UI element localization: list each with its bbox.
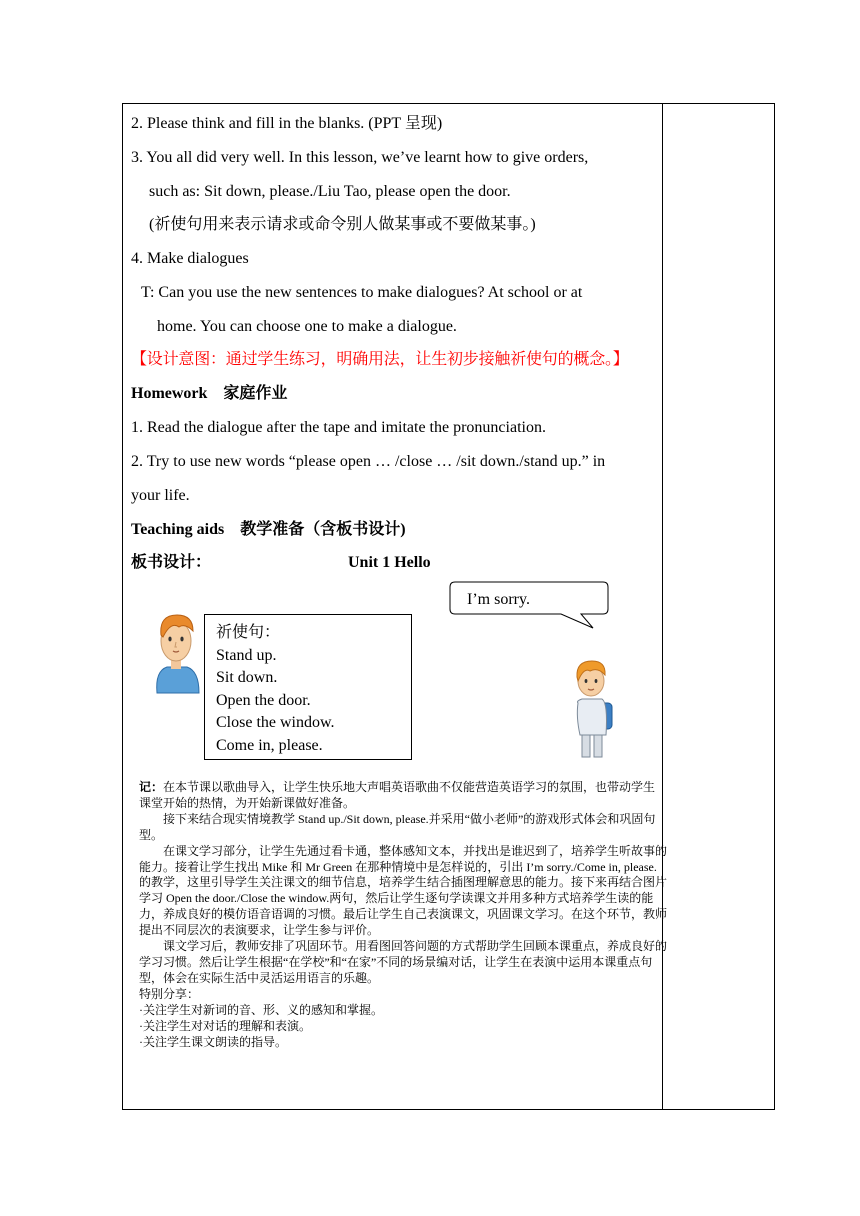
homework-item-2: 2. Try to use new words “please open … /close … /sit down./stand up.” in bbox=[131, 453, 606, 470]
board-design-box bbox=[204, 614, 412, 760]
board-heading: 祈使句： bbox=[216, 624, 281, 641]
notes-label: 记： bbox=[139, 780, 164, 794]
board-item: Close the window. bbox=[216, 714, 335, 731]
boy-figure-icon bbox=[149, 609, 203, 695]
teaching-notes bbox=[139, 780, 667, 1050]
notes-paragraph: 在本节课以歌曲导入，让学生快乐地大声唱英语歌曲不仅能营造英语学习的氛围，也带动学生课堂开始的热情，为开始新课做好准备。 bbox=[139, 780, 656, 810]
notes-paragraph: 接下来结合现实情境教学 Stand up./Sit down, please.并采用“做小老师”的游戏形式体会和巩固句型。 bbox=[139, 811, 656, 842]
board-design-label: 板书设计： bbox=[131, 554, 212, 571]
teacher-prompt-line-2: home. You can choose one to make a dialogue. bbox=[157, 318, 457, 335]
share-item: ·关注学生对新词的音、形、义的感知和掌握。 bbox=[139, 1002, 383, 1017]
lesson-table bbox=[122, 103, 775, 1110]
design-intent: 【设计意图：通过学生练习，明确用法，让生初步接触祈使句的概念。】 bbox=[131, 351, 629, 368]
share-item: ·关注学生对对话的理解和表演。 bbox=[139, 1018, 311, 1033]
step-2-line: 2. Please think and fill in the blanks. (PPT 呈现) bbox=[131, 115, 443, 132]
speech-bubble-text: I’m sorry. bbox=[467, 591, 530, 608]
share-title: 特别分享： bbox=[139, 986, 200, 1001]
notes-paragraph: 在课文学习部分，让学生先通过看卡通，整体感知文本，并找出是谁迟到了，培养学生听故事的能力。接着让学生找出 Mike 和 Mr Green 在那种情境中是怎样说的，引出 I’m sorry./Come in, please.的教学，这里引导学生关注课文的细节信息，培养学生结合插图理解意思的能力。接下来再结合图片学习 Open the door./Close the window.两句，然后让学生逐句学读课文并用多种方式培养学生读的能力，养成良好的模仿语音语调的习惯。最后让学生自己表演课文，巩固课文学习。在这个环节，教师提出不同层次的表演要求，让学生参与评价。 bbox=[139, 843, 668, 938]
step-3-note-line: (祈使句用来表示请求或命令别人做某事或不要做某事。) bbox=[149, 216, 536, 233]
homework-item-1: 1. Read the dialogue after the tape and imitate the pronunciation. bbox=[131, 419, 546, 436]
notes-paragraph: 课文学习后，教师安排了巩固环节。用看图回答问题的方式帮助学生回顾本课重点，养成良好的学习习惯。然后让学生根据“在学校”和“在家”不同的场景编对话，让学生在表演中运用本课重点句型，体会在实际生活中灵活运用语言的乐趣。 bbox=[139, 939, 668, 985]
homework-item-2-cont: your life. bbox=[131, 487, 190, 504]
teacher-prompt-line: T: Can you use the new sentences to make dialogues? At school or at bbox=[141, 284, 583, 301]
teaching-aids-heading: Teaching aids 教学准备（含板书设计) bbox=[131, 521, 406, 538]
share-item: ·关注学生课文朗读的指导。 bbox=[139, 1034, 287, 1049]
unit-title: Unit 1 Hello bbox=[348, 554, 431, 571]
board-item: Come in, please. bbox=[216, 736, 323, 754]
student-figure-icon bbox=[568, 657, 616, 759]
content-cell bbox=[131, 104, 668, 1109]
board-item: Sit down. bbox=[216, 669, 278, 686]
step-3-line: 3. You all did very well. In this lesson, we’ve learnt how to give orders, bbox=[131, 149, 589, 166]
board-item: Stand up. bbox=[216, 646, 277, 664]
step-4-line: 4. Make dialogues bbox=[131, 250, 249, 267]
board-item: Open the door. bbox=[216, 691, 311, 709]
step-3-example-line: such as: Sit down, please./Liu Tao, please open the door. bbox=[149, 183, 511, 200]
homework-heading: Homework 家庭作业 bbox=[131, 385, 288, 402]
